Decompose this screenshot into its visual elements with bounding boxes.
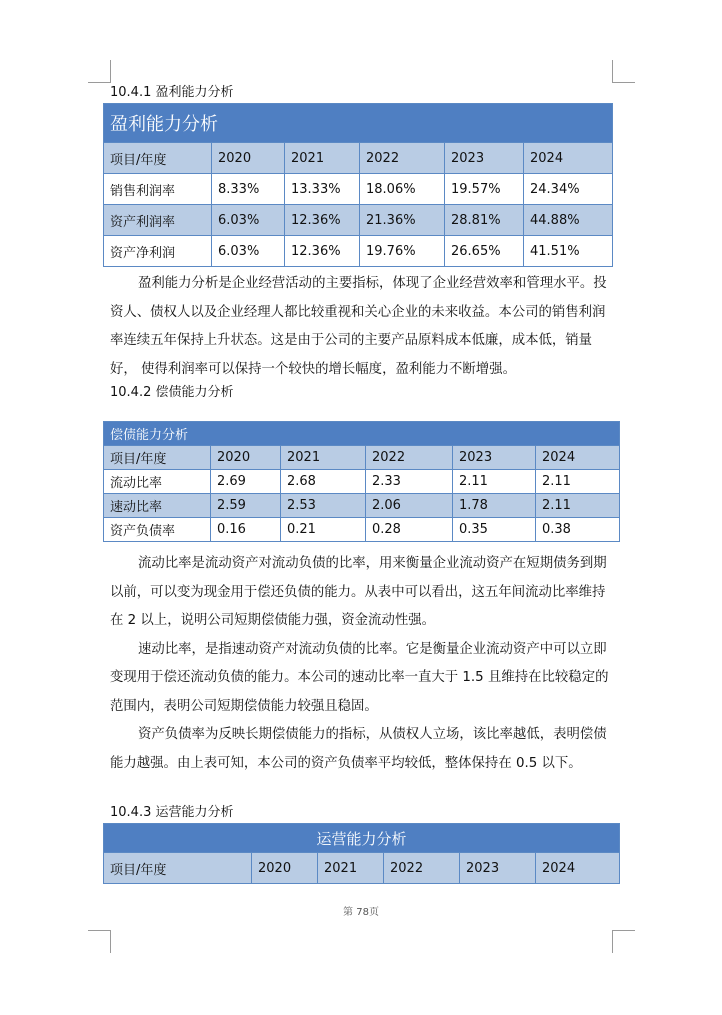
table-title: 盈利能力分析 [104,104,613,143]
table-cell: 21.36% [360,205,445,236]
table-cell: 6.03% [212,236,285,267]
table-title: 运营能力分析 [104,824,620,853]
paragraph: 资产负债率为反映长期偿债能力的指标，从债权人立场，该比率越低，表明偿债能力越强。由上表可知，本公司的资产负债率平均较低，整体保持在 0.5 以下。 [110,727,607,771]
table-cell: 资产负债率 [104,518,211,542]
table-cell: 2.06 [366,494,453,518]
table-cell: 44.88% [524,205,613,236]
section-heading-solvency: 10.4.2 偿债能力分析 [110,385,234,400]
solvency-table [103,421,620,542]
table-header-row [104,446,620,470]
table-cell: 2.53 [281,494,366,518]
table-cell: 12.36% [285,205,360,236]
table-cell: 2022 [366,446,453,470]
profitability-table [103,103,613,267]
table-cell: 2021 [285,143,360,174]
table-cell: 26.65% [445,236,524,267]
table-cell: 0.35 [453,518,536,542]
table-cell: 2020 [212,143,285,174]
table-cell: 流动比率 [104,470,211,494]
table-cell: 项目/年度 [104,446,211,470]
paragraph: 速动比率，是指速动资产对流动负债的比率。它是衡量企业流动资产中可以立即变现用于偿还流动负债的能力。本公司的速动比率一直大于 1.5 且维持在比较稳定的范围内，表明公司短期偿债能力较强且稳固。 [110,641,609,714]
table-row [104,236,613,267]
table-cell: 2023 [453,446,536,470]
table-cell: 项目/年度 [104,853,252,884]
crop-mark-top-right [612,60,635,83]
table-cell: 2024 [524,143,613,174]
table-cell: 2022 [360,143,445,174]
profitability-text [110,270,616,384]
table-cell: 2.11 [453,470,536,494]
table-header-row [104,143,613,174]
operation-table [103,823,620,884]
paragraph: 流动比率是流动资产对流动负债的比率，用来衡量企业流动资产在短期债务到期以前，可以变为现金用于偿还负债的能力。从表中可以看出，这五年间流动比率维持在 2 以上，说明公司短期偿债能力强，资金流动性强。 [110,556,607,628]
table-cell: 0.28 [366,518,453,542]
table-cell: 0.38 [536,518,620,542]
table-cell: 28.81% [445,205,524,236]
table-cell: 2020 [211,446,281,470]
table-cell: 41.51% [524,236,613,267]
table-cell: 销售利润率 [104,174,212,205]
table-title-row [104,104,613,143]
table-cell: 12.36% [285,236,360,267]
table-title-row [104,824,620,853]
table-cell: 2020 [252,853,318,884]
table-cell: 速动比率 [104,494,211,518]
table-cell: 2.11 [536,470,620,494]
table-cell: 0.16 [211,518,281,542]
table-cell: 1.78 [453,494,536,518]
table-row [104,494,620,518]
table-cell: 19.76% [360,236,445,267]
section-heading-operation: 10.4.3 运营能力分析 [110,805,234,820]
table-cell: 2021 [318,853,384,884]
page-number: 第 78页 [343,907,379,918]
table-cell: 19.57% [445,174,524,205]
table-cell: 13.33% [285,174,360,205]
table-cell: 2.11 [536,494,620,518]
table-cell: 2.59 [211,494,281,518]
table-cell: 6.03% [212,205,285,236]
crop-mark-top-left [88,60,111,83]
table-cell: 项目/年度 [104,143,212,174]
table-header-row [104,853,620,884]
table-row [104,205,613,236]
table-cell: 24.34% [524,174,613,205]
table-title-row [104,422,620,446]
table-cell: 2.33 [366,470,453,494]
table-cell: 2024 [536,446,620,470]
table-cell: 资产利润率 [104,205,212,236]
crop-mark-bottom-right [612,930,635,953]
table-cell: 2023 [445,143,524,174]
table-title: 偿债能力分析 [104,422,620,446]
crop-mark-bottom-left [88,930,111,953]
table-cell: 2021 [281,446,366,470]
table-cell: 0.21 [281,518,366,542]
table-cell: 18.06% [360,174,445,205]
table-row [104,174,613,205]
solvency-text [110,550,616,778]
table-cell: 2023 [460,853,536,884]
table-cell: 2022 [384,853,460,884]
table-row [104,518,620,542]
table-cell: 2024 [536,853,620,884]
paragraph: 盈利能力分析是企业经营活动的主要指标，体现了企业经营效率和管理水平。投资人、债权人以及企业经理人都比较重视和关心企业的未来收益。本公司的销售利润率连续五年保持上升状态。这是由于公司的主要产品原料成本低廉，成本低，销量好， 使得利润率可以保持一个较快的增长幅度，盈利能力不断增强。 [110,276,607,377]
table-cell: 8.33% [212,174,285,205]
table-cell: 2.69 [211,470,281,494]
table-row [104,470,620,494]
section-heading-profitability: 10.4.1 盈利能力分析 [110,85,234,100]
table-cell: 资产净利润 [104,236,212,267]
table-cell: 2.68 [281,470,366,494]
